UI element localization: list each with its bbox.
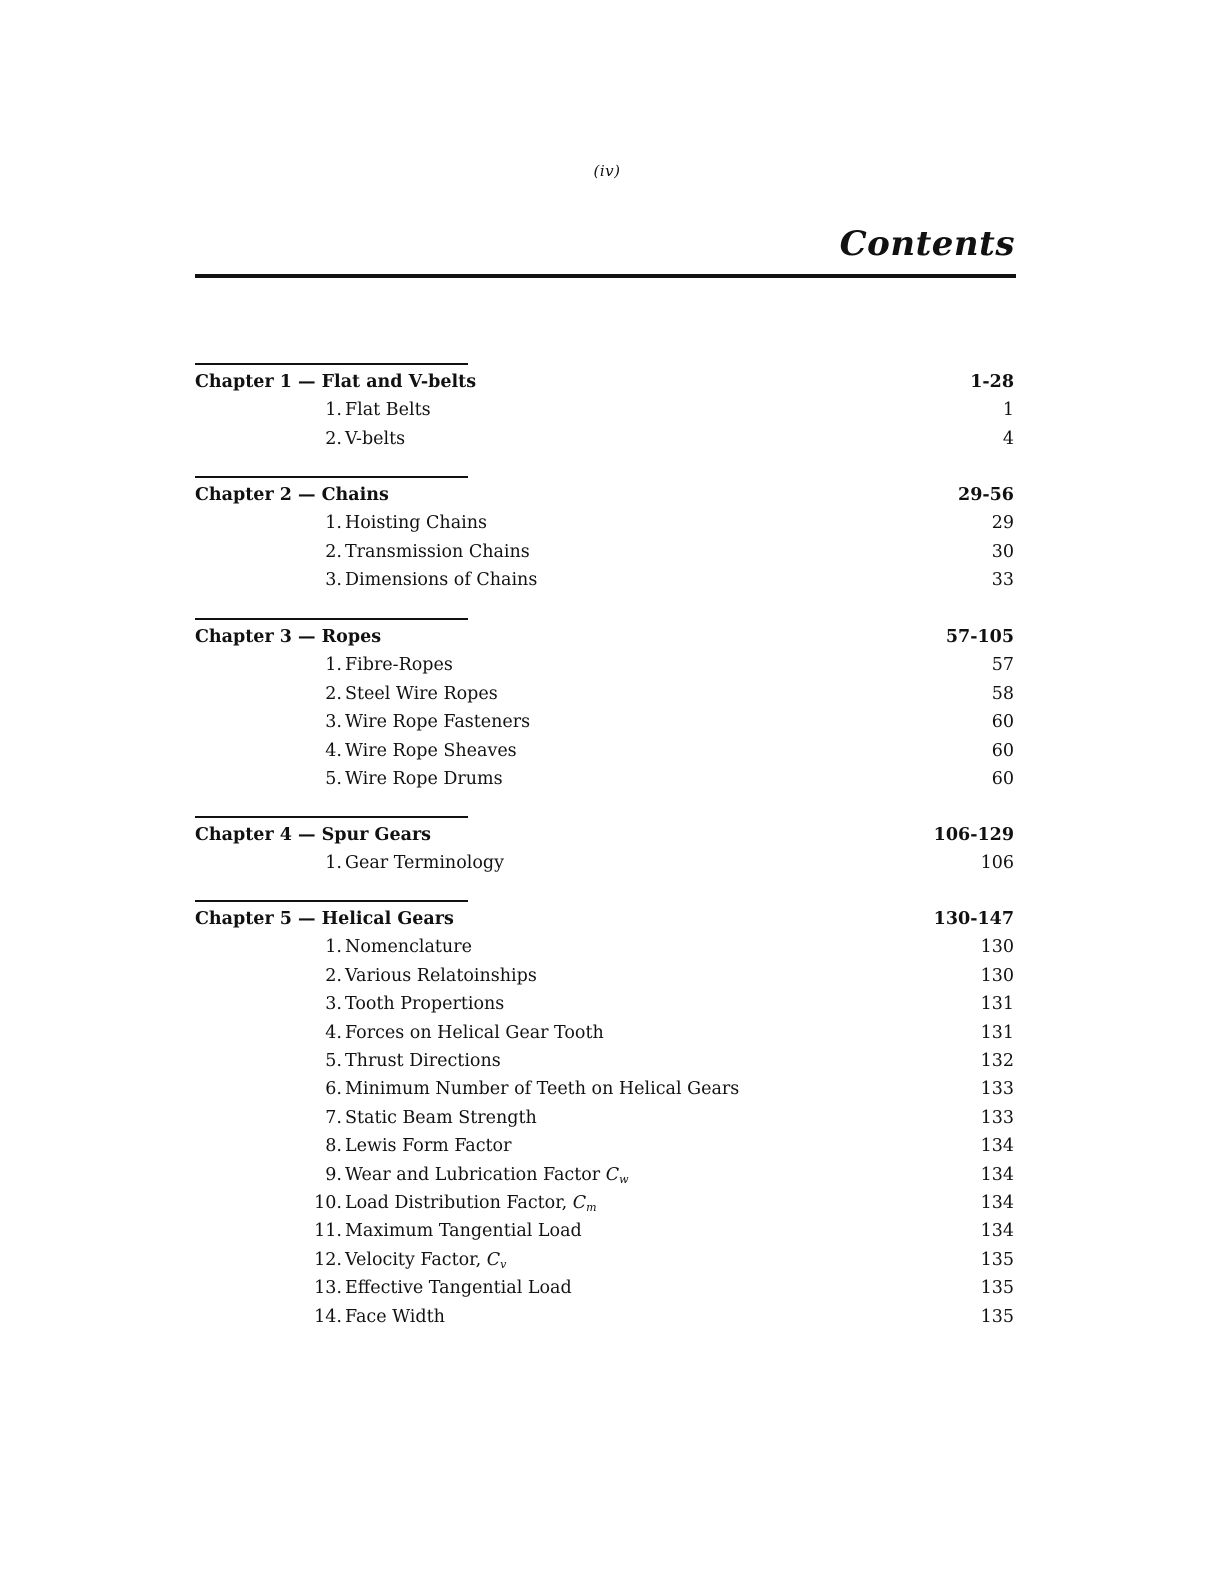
chapter-page-range: 1-28 — [970, 372, 1014, 392]
entry-title — [345, 1079, 739, 1099]
entry-page-number: 131 — [980, 994, 1014, 1015]
chapter-page-range: 57-105 — [945, 627, 1014, 647]
entry-title-text: Maximum Tangential Load — [345, 1221, 582, 1242]
entry-title — [345, 655, 453, 675]
entry-title — [345, 1278, 572, 1298]
entry-number: 2. — [325, 428, 342, 449]
chapter-rule — [195, 476, 468, 478]
entry-page-number: 131 — [980, 1022, 1014, 1043]
entry-page-number: 29 — [991, 513, 1014, 534]
entry-number: 12. — [314, 1249, 342, 1270]
entry-title — [345, 513, 487, 533]
entry-title — [345, 1023, 604, 1043]
entry-number: 3. — [325, 994, 342, 1015]
entry-title — [345, 1165, 629, 1190]
entry-symbol: $C_v$ — [486, 1249, 507, 1271]
entry-symbol: $C_w$ — [605, 1164, 629, 1186]
entry-symbol-subscript: w — [619, 1172, 629, 1186]
entry-title-text: Wire Rope Drums — [345, 769, 503, 789]
entry-number: 9. — [325, 1164, 342, 1185]
entry-title — [345, 712, 530, 732]
entry-title — [345, 853, 504, 873]
chapter-page-range: 29-56 — [958, 485, 1014, 505]
entry-title — [345, 1250, 506, 1275]
entry-number: 1. — [325, 655, 342, 676]
entry-title-text: Steel Wire Ropes — [345, 683, 498, 704]
entry-number: 11. — [314, 1221, 342, 1242]
entry-page-number: 130 — [980, 937, 1014, 958]
entry-title-text: V-belts — [345, 428, 406, 449]
entry-title-text: Effective Tangential Load — [345, 1278, 572, 1299]
chapter-page-range: 130-147 — [933, 909, 1014, 929]
entry-symbol-subscript: m — [586, 1201, 597, 1214]
entry-number: 4. — [325, 1022, 342, 1043]
entry-title-text: Minimum Number of Teeth on Helical Gears — [345, 1079, 740, 1100]
entry-page-number: 135 — [980, 1278, 1014, 1299]
entry-number: 8. — [325, 1136, 342, 1157]
entry-title-text: Wear and Lubrication Factor — [345, 1164, 606, 1185]
entry-page-number: 135 — [980, 1249, 1014, 1270]
entry-page-number: 58 — [991, 683, 1014, 704]
entry-number: 1. — [325, 400, 342, 421]
entry-title-text: Flat Belts — [345, 400, 431, 421]
entry-title — [345, 1108, 537, 1128]
entry-number: 7. — [325, 1107, 342, 1128]
chapter-title: Chapter 4 — Spur Gears — [195, 825, 432, 845]
chapter-rule — [195, 363, 468, 365]
entry-title — [345, 570, 537, 590]
entry-number: 13. — [314, 1278, 342, 1299]
entry-title — [345, 937, 472, 957]
entry-page-number: 60 — [991, 740, 1014, 761]
entry-page-number: 134 — [980, 1164, 1014, 1185]
entry-title-text: Wire Rope Sheaves — [345, 740, 517, 761]
chapter-page-range: 106-129 — [933, 825, 1014, 845]
chapter-rule — [195, 618, 468, 620]
entry-page-number: 130 — [980, 965, 1014, 986]
entry-page-number: 106 — [980, 853, 1014, 874]
entry-title-text: Gear Terminology — [345, 853, 504, 874]
entry-number: 6. — [325, 1079, 342, 1100]
entry-number: 2. — [325, 683, 342, 704]
entry-title-text: Wire Rope Fasteners — [345, 712, 531, 733]
page-heading: Contents — [839, 224, 1015, 264]
entry-number: 1. — [325, 937, 342, 958]
entry-title-text: Static Beam Strength — [345, 1107, 537, 1128]
entry-number: 10. — [314, 1193, 342, 1213]
entry-title-text: Various Relatoinships — [345, 965, 537, 986]
entry-number: 3. — [325, 570, 342, 591]
entry-title — [345, 769, 503, 789]
entry-title — [345, 1221, 582, 1241]
chapter-rule — [195, 900, 468, 902]
entry-title — [345, 1307, 445, 1327]
entry-number: 1. — [325, 853, 342, 874]
entry-number: 1. — [325, 513, 342, 534]
entry-title — [345, 1136, 511, 1156]
entry-number: 14. — [314, 1306, 342, 1327]
entry-title — [345, 429, 405, 449]
chapter-title: Chapter 3 — Ropes — [195, 627, 382, 647]
entry-title-text: Forces on Helical Gear Tooth — [345, 1022, 604, 1043]
entry-page-number: 60 — [991, 769, 1014, 789]
entry-page-number: 134 — [980, 1136, 1014, 1157]
entry-page-number: 30 — [991, 541, 1014, 562]
entry-page-number: 33 — [991, 570, 1014, 591]
entry-number: 2. — [325, 541, 342, 562]
entry-title-text: Face Width — [345, 1306, 445, 1327]
entry-title-text: Velocity Factor, — [345, 1249, 487, 1270]
entry-symbol-subscript: v — [500, 1257, 507, 1271]
entry-title-text: Load Distribution Factor, — [345, 1193, 573, 1213]
chapter-title: Chapter 5 — Helical Gears — [195, 909, 454, 929]
chapter-rule — [195, 816, 468, 818]
entry-title-text: Dimensions of Chains — [345, 570, 538, 591]
entry-page-number: 132 — [980, 1051, 1014, 1071]
chapter-title: Chapter 2 — Chains — [195, 485, 389, 505]
page-folio: (iv) — [593, 162, 621, 180]
entry-page-number: 134 — [980, 1221, 1014, 1242]
entry-title — [345, 400, 431, 420]
entry-page-number: 133 — [980, 1107, 1014, 1128]
entry-title-text: Thrust Directions — [345, 1051, 501, 1071]
entry-title-text: Lewis Form Factor — [345, 1136, 512, 1157]
entry-number: 2. — [325, 965, 342, 986]
entry-number: 3. — [325, 712, 342, 733]
entry-title — [345, 1051, 501, 1071]
entry-page-number: 60 — [991, 712, 1014, 733]
entry-title-text: Nomenclature — [345, 937, 472, 958]
entry-title — [345, 994, 504, 1014]
entry-title — [345, 542, 530, 562]
entry-title — [345, 684, 498, 704]
entry-number: 5. — [325, 1051, 342, 1071]
entry-page-number: 1 — [1002, 400, 1014, 421]
entry-title — [345, 966, 537, 986]
entry-title — [345, 741, 517, 761]
entry-number: 4. — [325, 740, 342, 761]
entry-page-number: 134 — [980, 1193, 1014, 1213]
entry-page-number: 57 — [991, 655, 1014, 676]
entry-page-number: 4 — [1002, 428, 1014, 449]
entry-page-number: 135 — [980, 1306, 1014, 1327]
entry-title-text: Hoisting Chains — [345, 513, 487, 534]
entry-page-number: 133 — [980, 1079, 1014, 1100]
entry-title-text: Fibre-Ropes — [345, 655, 453, 676]
entry-title — [345, 1193, 597, 1218]
chapter-title: Chapter 1 — Flat and V-belts — [195, 372, 477, 392]
entry-number: 5. — [325, 769, 342, 789]
entry-title-text: Transmission Chains — [345, 541, 530, 562]
entry-title-text: Tooth Propertions — [345, 994, 505, 1015]
entry-symbol: $C_m$ — [572, 1193, 597, 1214]
